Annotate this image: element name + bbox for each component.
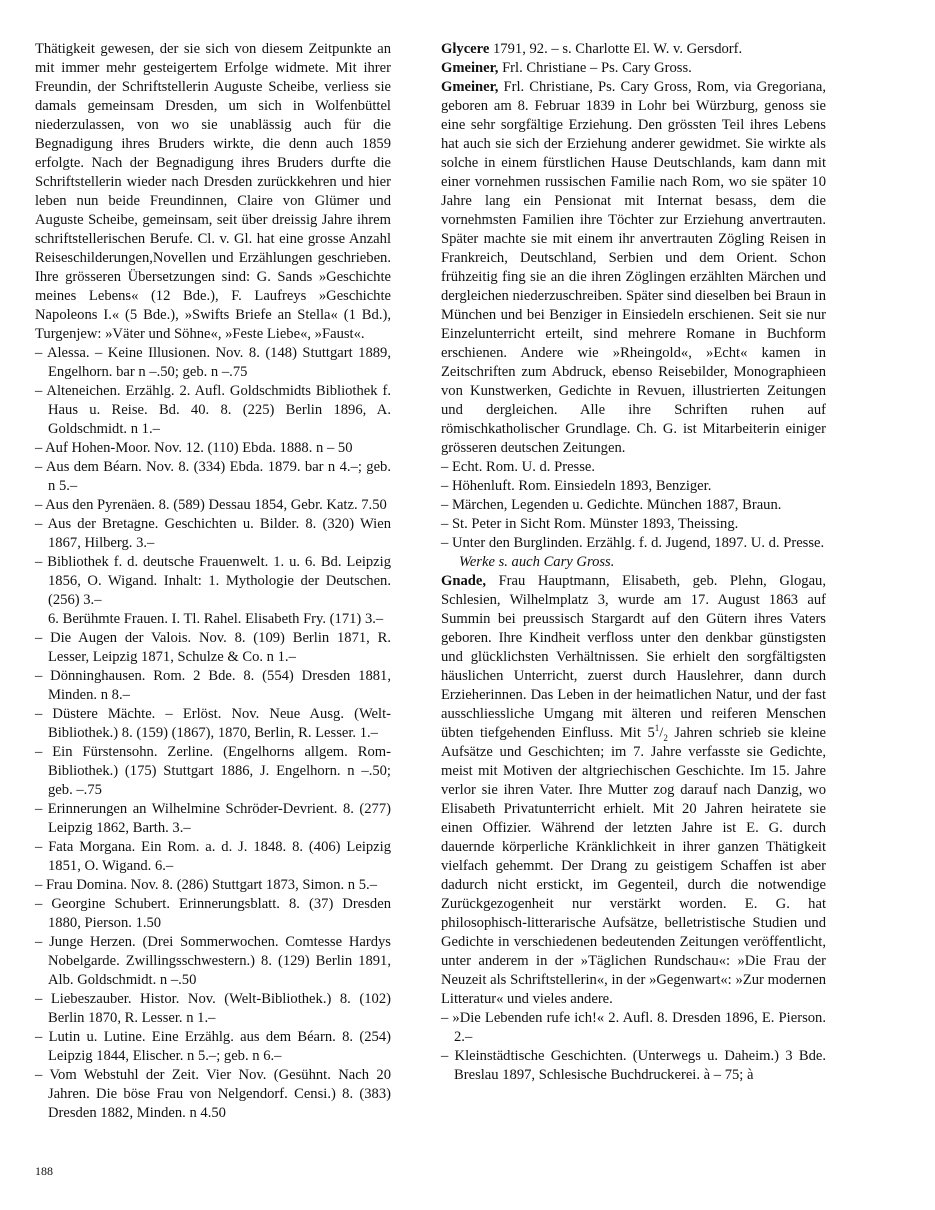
bibliography-entry: – Georgine Schubert. Erinnerungsblatt. 8. (37) Dresden 1880, Pierson. 1.50: [35, 896, 391, 931]
entry-text: Jahren schrieb sie kleine Aufsätze und Geschichten; im 7. Jahre verfasste sie Gedichte, meist mit Motiven der altgriechischen Geschichte. Im 15. Jahre verlor sie ihren Vater. Ihre Mutter zog darauf nach Danzig, wo Elisabeth Privatunterricht erhielt. Mit 20 Jahren heiratete sie einen Offizier. Während der letzten Jahre ist E. G. durch dauernde körperliche Kränklichkeit in ihrer ganzen Thätigkeit vielfach gehemmt. Der Drang zu geistigem Schaffen ist aber dadurch nicht erstickt, im Gegenteil, durch die notwendige Zurückgezogenheit nur verstärkt worden. E. G. hat philosophisch-litterarische Aufsätze, belletristische Studien und Gedichte in verschiedenen bedeutenden Zeitungen veröffentlicht, unter anderem in der »Täglichen Rundschau«: »Die Frau der Neuzeit als Schriftstellerin«, in der »Gegenwart«: »Zur modernen Litteratur« und vieles andere.: [441, 725, 826, 1007]
bibliography-entry: – Unter den Burglinden. Erzählg. f. d. Jugend, 1897. U. d. Presse.: [441, 535, 825, 551]
bibliography-entry: – »Die Lebenden rufe ich!« 2. Aufl. 8. Dresden 1896, E. Pierson. 2.–: [441, 1010, 826, 1045]
entry-text: Frl. Christiane – Ps. Cary Gross.: [498, 60, 692, 76]
bibliography-entry: – Echt. Rom. U. d. Presse.: [441, 459, 596, 475]
bibliography-entry: – Alteneichen. Erzählg. 2. Aufl. Goldschmidts Bibliothek f. Haus u. Reise. Bd. 40. 8. (225) Berlin 1896, A. Goldschmidt. n 1.–: [35, 383, 391, 437]
entry-text: 1791, 92. – s. Charlotte El. W. v. Gersdorf.: [489, 41, 743, 57]
bibliography-entry: – Die Augen der Valois. Nov. 8. (109) Berlin 1871, R. Lesser, Leipzig 1871, Schulze & Co. n 1.–: [35, 630, 391, 665]
entry-headword: Gmeiner,: [441, 60, 499, 76]
bibliography-entry: – Düstere Mächte. – Erlöst. Nov. Neue Ausg. (Welt-Bibliothek.) 8. (159) (1867), 1870, Berlin, R. Lesser. 1.–: [35, 706, 391, 741]
bibliography-entry: – Ein Fürstensohn. Zerline. (Engelhorns allgem. Rom-Bibliothek.) (175) Stuttgart 1886, J. Engelhorn. n –.50; geb. –.75: [35, 744, 391, 798]
left-column: [35, 40, 391, 1123]
bibliography-entry: – Fata Morgana. Ein Rom. a. d. J. 1848. 8. (406) Leipzig 1851, O. Wigand. 6.–: [35, 839, 391, 874]
bibliography-entry: – Alessa. – Keine Illusionen. Nov. 8. (148) Stuttgart 1889, Engelhorn. bar n –.50; geb. n –.75: [35, 345, 391, 380]
entry-text: Frau Hauptmann, Elisabeth, geb. Plehn, Glogau, Schlesien, Wilhelmplatz 3, wurde am 17. August 1863 auf Summin bei preussisch Stargardt auf den Gütern ihres Vaters geboren. Ihre Kindheit verfloss unter den denkbar günstigsten und glücklichsten Verhältnissen. Sie erhielt den sorgfältigsten häuslichen Unterricht, zuerst durch Hauslehrer, dann durch Erzieherinnen. Das Leben in der heimatlichen Natur, und der fast ausschliessliche Umgang mit älteren und reiferen Menschen übten tiefgehenden Einfluss. Mit 5: [441, 573, 826, 741]
bibliography-entry: – Liebeszauber. Histor. Nov. (Welt-Bibliothek.) 8. (102) Berlin 1870, R. Lesser. n 1.–: [35, 991, 391, 1026]
entry-gnade: Gnade, Frau Hauptmann, Elisabeth, geb. Plehn, Glogau, Schlesien, Wilhelmplatz 3, wurde am 17. August 1863 auf Summin bei preussisch Stargardt auf den Gütern ihres Vaters geboren. Ihre Kindheit verfloss unter den denkbar günstigsten und glücklichsten Verhältnissen. Sie erhielt den sorgfältigsten häuslichen Unterricht, zuerst durch Hauslehrer, dann durch Erzieherinnen. Das Leben in der heimatlichen Natur, und der fast ausschliessliche Umgang mit älteren und reiferen Menschen übten tiefgehenden Einfluss. Mit $5^1/_2$ Jahren schrieb sie kleine Aufsätze und Geschichten; im 7. Jahre verfasste sie Gedichte, meist mit Motiven der altgriechischen Geschichte. Im 15. Jahre verlor sie ihren Vater. Ihre Mutter zog darauf nach Danzig, wo Elisabeth Privatunterricht erhielt. Mit 20 Jahren heiratete sie einen Offizier. Während der letzten Jahre ist E. G. durch dauernde körperliche Kränklichkeit in ihrer ganzen Thätigkeit vielfach gehemmt. Der Drang zu geistigem Schaffen ist aber dadurch nicht erstickt, im Gegenteil, durch die notwendige Zurückgezogenheit nur verstärkt worden. E. G. hat philosophisch-litterarische Aufsätze, belletristische Studien und Gedichte in verschiedenen bedeutenden Zeitungen veröffentlicht, unter anderem in der »Täglichen Rundschau«: »Die Frau der Neuzeit als Schriftstellerin«, in der »Gegenwart«: »Zur modernen Litteratur« und vieles andere.: [441, 573, 826, 1007]
bibliography-entry: – Vom Webstuhl der Zeit. Vier Nov. (Gesühnt. Nach 20 Jahren. Die böse Frau von Nelgendorf. Censi.) 8. (383) Dresden 1882, Minden. n 4.50: [35, 1067, 391, 1121]
intro-paragraph: Thätigkeit gewesen, der sie sich von diesem Zeitpunkte an mit immer mehr gesteigertem Erfolge widmete. Mit ihrer Freundin, der Schriftstellerin Auguste Scheibe, verliess sie damals gemeinsam Dresden, um sich in Wolfenbüttel niederzulassen, von wo sie unablässig auch für die Begnadigung ihres Bruders wirkte, die denn auch 1859 erfolgte. Nach der Begnadigung ihres Bruders durfte die Schriftstellerin wieder nach Dresden zurückkehren und hier leben nun beide Freundinnen, Claire von Glümer und Auguste Scheibe, gemeinsam, seit über dreissig Jahre ihrem schriftstellerischen Berufe. Cl. v. Gl. hat eine grosse Anzahl Reiseschilderungen,Novellen und Erzählungen geschrieben. Ihre grösseren Übersetzungen sind: G. Sands »Geschichte meines Lebens« (12 Bde.), F. Laufreys »Geschichte Napoleons I.« (5 Bde.), »Swifts Briefe an Stella« (1 Bd.), Turgenjew: »Väter und Söhne«, »Feste Liebe«, »Faust«.: [35, 41, 391, 342]
bibliography-entry: – Frau Domina. Nov. 8. (286) Stuttgart 1873, Simon. n 5.–: [35, 877, 377, 893]
bibliography-sub-entry: 6. Berühmte Frauen. I. Tl. Rahel. Elisabeth Fry. (171) 3.–: [48, 611, 384, 627]
fraction-denominator: 2: [663, 732, 668, 743]
entry-gmeiner-pseudonym: [441, 59, 826, 78]
see-also-note: Werke s. auch Cary Gross.: [459, 554, 615, 570]
entry-text: Frl. Christiane, Ps. Cary Gross, Rom, via Gregoriana, geboren am 8. Februar 1839 in Lohr bei Würzburg, genoss sie eine sehr sorgfältige Erziehung. Den grössten Teil ihres Lebens hat auch sie sich der Erziehung anderer gewidmet. Sie wirkte als solche in einem fürstlichen Hause Deutschlands, kam dann mit einer vornehmen russischen Familie nach Rom, wo sie später 10 Jahre lang ein Pensionat mit Internat besass, dem die vornehmsten Familien ihre Töchter zur Erziehung anvertrauten. Später machte sie mit einem ihr anvertrauten Zögling Reisen in Frankreich, Deutschland, Serbien und dem Orient. Schon frühzeitig fing sie an die ihren Zöglingen erzählten Märchen und dergleichen niederzuschreiben. Später sind dieselben bei Braun in München und bei Benziger in Einsiedeln erschienen. Seit sie nur Einzelunterricht erteilt, sind mehrere Romane in Buchform erschienen. Andere wie »Rheingold«, »Echt« kamen in Zeitschriften zum Abdruck, ebenso Reisebilder, Monographieen von Kunstwerken, Gedichte in Revuen, illustrierten Zeitungen und dergleichen. Alle ihre Schriften ruhen auf römischkatholischer Grundlage. Ch. G. ist Mitarbeiterin einiger grösseren deutschen Zeitungen.: [441, 79, 826, 456]
bibliography-entry: – Höhenluft. Rom. Einsiedeln 1893, Benziger.: [441, 478, 712, 494]
entry-gmeiner: [441, 78, 826, 458]
bibliography-entry: – St. Peter in Sicht Rom. Münster 1893, Theissing.: [441, 516, 739, 532]
bibliography-entry: – Auf Hohen-Moor. Nov. 12. (110) Ebda. 1888. n – 50: [35, 440, 353, 456]
bibliography-entry: – Aus den Pyrenäen. 8. (589) Dessau 1854, Gebr. Katz. 7.50: [35, 497, 387, 513]
bibliography-entry: – Erinnerungen an Wilhelmine Schröder-Devrient. 8. (277) Leipzig 1862, Barth. 3.–: [35, 801, 391, 836]
bibliography-entry: – Kleinstädtische Geschichten. (Unterwegs u. Daheim.) 3 Bde. Breslau 1897, Schlesische Buchdruckerei. à – 75; à: [441, 1048, 826, 1083]
fraction-numerator: 1: [654, 723, 660, 734]
bibliography-entry: – Junge Herzen. (Drei Sommerwochen. Comtesse Hardys Nobelgarde. Zwillingsschwestern.) 8. (129) Berlin 1891, Alb. Goldschmidt. n –.50: [35, 934, 391, 988]
bibliography-entry: – Lutin u. Lutine. Eine Erzählg. aus dem Béarn. 8. (254) Leipzig 1844, Elischer. n 5.–; geb. n 6.–: [35, 1029, 391, 1064]
page-number: 188: [35, 1164, 53, 1178]
bibliography-entry: – Dönninghausen. Rom. 2 Bde. 8. (554) Dresden 1881, Minden. n 8.–: [35, 668, 391, 703]
entry-glycere: [441, 40, 826, 59]
entry-headword: Gnade,: [441, 573, 487, 589]
bibliography-entry: – Aus dem Béarn. Nov. 8. (334) Ebda. 1879. bar n 4.–; geb. n 5.–: [35, 459, 391, 494]
right-column: [441, 40, 826, 1085]
entry-headword: Gmeiner,: [441, 79, 499, 95]
bibliography-entry: – Aus der Bretagne. Geschichten u. Bilder. 8. (320) Wien 1867, Hilberg. 3.–: [35, 516, 391, 551]
entry-headword: Glycere: [441, 41, 490, 57]
bibliography-entry: – Bibliothek f. d. deutsche Frauenwelt. 1. u. 6. Bd. Leipzig 1856, O. Wigand. Inhalt: 1. Mythologie der Deutschen. (256) 3.–: [35, 554, 391, 608]
bibliography-entry: – Märchen, Legenden u. Gedichte. München 1887, Braun.: [441, 497, 782, 513]
